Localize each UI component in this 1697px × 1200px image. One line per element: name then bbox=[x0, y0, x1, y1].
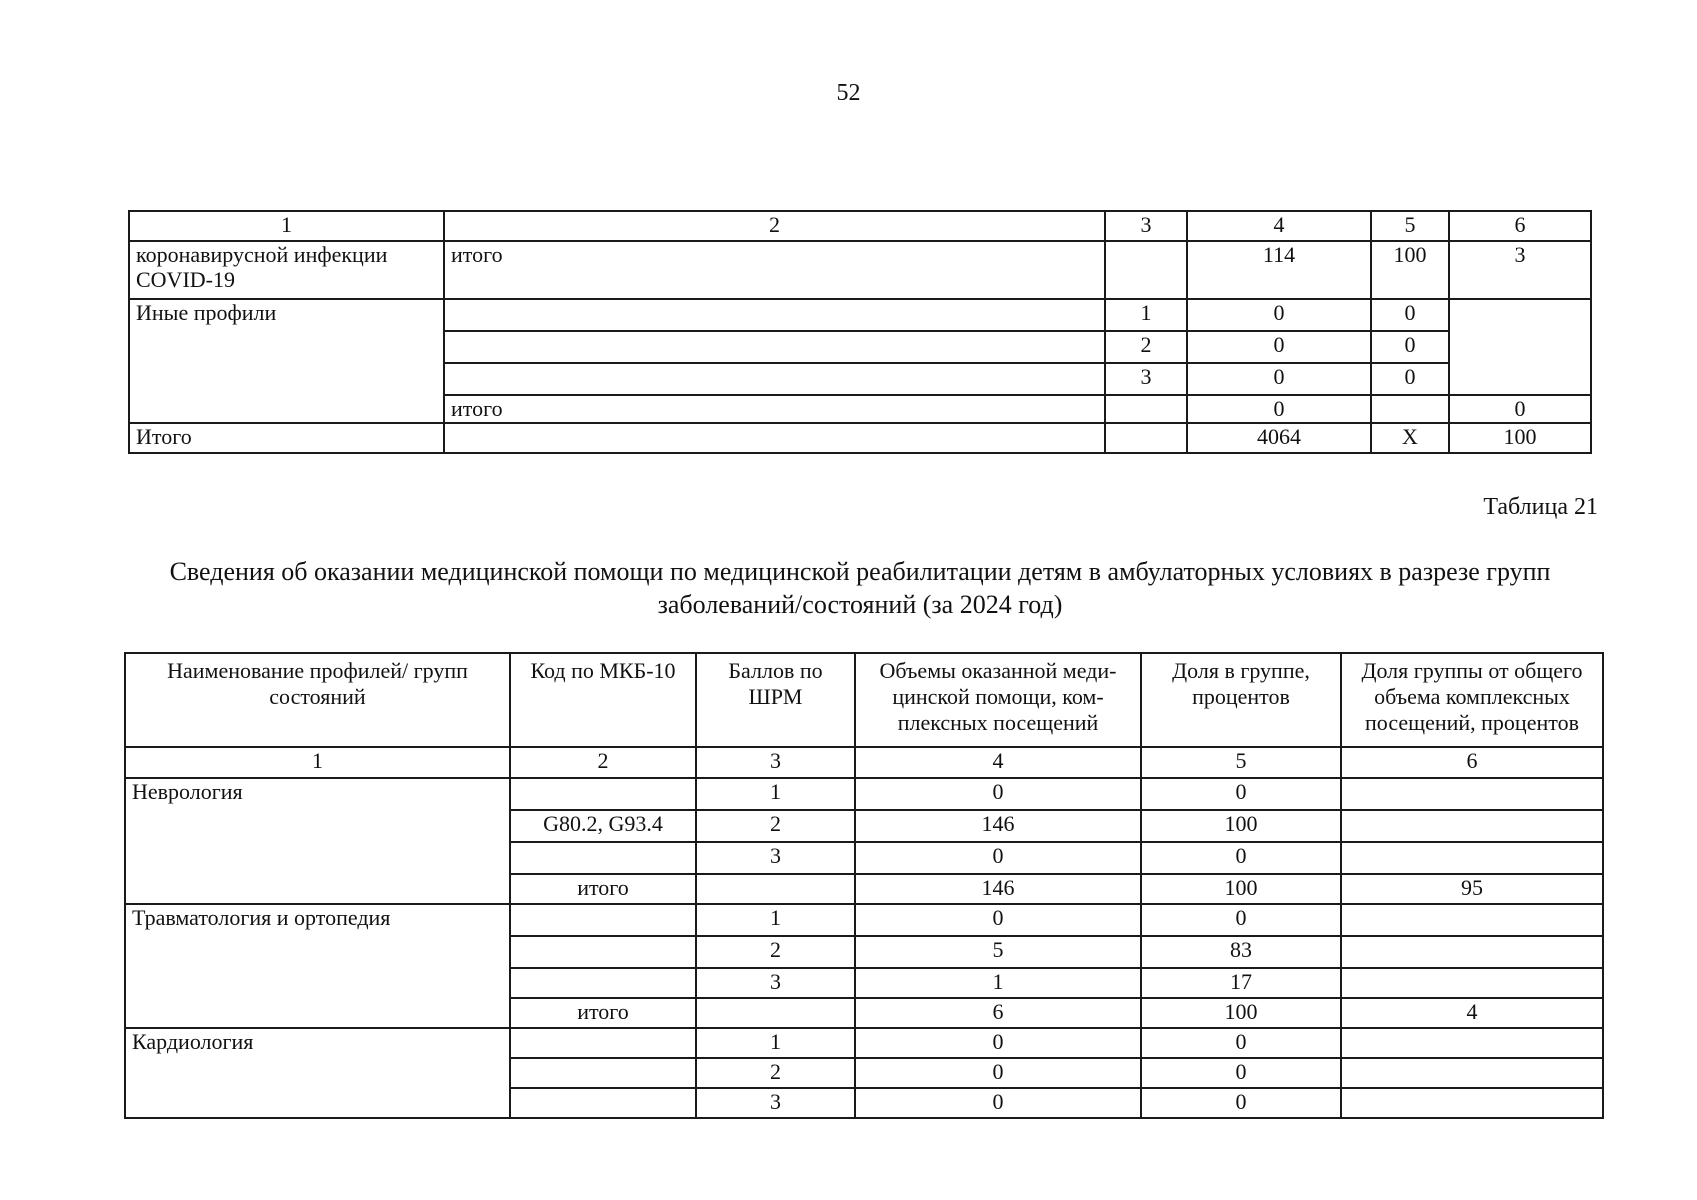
shrm-cell bbox=[1105, 241, 1187, 299]
column-number: 6 bbox=[1449, 211, 1591, 241]
table-row bbox=[125, 1028, 1603, 1058]
rehabilitation-table bbox=[124, 652, 1604, 1119]
group-share-cell: 3 bbox=[1449, 241, 1591, 299]
shrm-cell: 1 bbox=[1105, 299, 1187, 331]
volume-cell: 4064 bbox=[1187, 423, 1371, 453]
icd-code-cell bbox=[510, 1058, 696, 1088]
shrm-cell bbox=[1105, 423, 1187, 453]
shrm-cell: 3 bbox=[696, 842, 855, 874]
column-header: Доля в группе, процентов bbox=[1141, 653, 1341, 747]
group-share-cell bbox=[1341, 1088, 1603, 1118]
icd-code-cell bbox=[510, 1088, 696, 1118]
share-cell: 0 bbox=[1141, 1088, 1341, 1118]
table-row bbox=[129, 299, 1591, 331]
table-row bbox=[129, 423, 1591, 453]
column-number: 1 bbox=[129, 211, 444, 241]
share-cell: 0 bbox=[1371, 331, 1449, 363]
header-row bbox=[125, 653, 1603, 747]
share-cell: 0 bbox=[1141, 842, 1341, 874]
volume-cell: 146 bbox=[855, 810, 1141, 842]
volume-cell: 0 bbox=[855, 842, 1141, 874]
volume-cell: 146 bbox=[855, 874, 1141, 904]
share-cell: 100 bbox=[1141, 810, 1341, 842]
volume-cell: 0 bbox=[855, 1028, 1141, 1058]
column-number-row bbox=[129, 211, 1591, 241]
share-cell: 100 bbox=[1141, 874, 1341, 904]
group-name: Неврология bbox=[125, 778, 510, 904]
column-header: Объемы оказанной меди-цинской помощи, ком-плексных посещений bbox=[855, 653, 1141, 747]
icd-code-cell bbox=[510, 842, 696, 874]
shrm-cell bbox=[1105, 395, 1187, 423]
shrm-cell: 1 bbox=[696, 778, 855, 810]
group-share-cell bbox=[1341, 968, 1603, 998]
volume-cell: 114 bbox=[1187, 241, 1371, 299]
share-cell: X bbox=[1371, 423, 1449, 453]
group-share-cell bbox=[1449, 299, 1591, 395]
icd-code-cell bbox=[510, 904, 696, 936]
volume-cell: 0 bbox=[1187, 331, 1371, 363]
table-row bbox=[129, 241, 1591, 299]
profile-name: Иные профили bbox=[129, 299, 444, 423]
icd-code-cell: итого bbox=[510, 998, 696, 1028]
group-share-cell: 100 bbox=[1449, 423, 1591, 453]
share-cell: 0 bbox=[1141, 1058, 1341, 1088]
shrm-cell: 2 bbox=[696, 936, 855, 968]
code-cell bbox=[444, 363, 1105, 395]
group-share-cell bbox=[1341, 810, 1603, 842]
group-name: Травматология и ортопедия bbox=[125, 904, 510, 1028]
volume-cell: 6 bbox=[855, 998, 1141, 1028]
volume-cell: 0 bbox=[855, 1088, 1141, 1118]
group-share-cell bbox=[1341, 1058, 1603, 1088]
table-row bbox=[125, 904, 1603, 936]
column-number: 6 bbox=[1341, 747, 1603, 778]
column-number: 5 bbox=[1141, 747, 1341, 778]
column-number: 3 bbox=[696, 747, 855, 778]
column-number: 5 bbox=[1371, 211, 1449, 241]
group-share-cell: 0 bbox=[1449, 395, 1591, 423]
shrm-cell: 3 bbox=[696, 1088, 855, 1118]
column-header: Баллов по ШРМ bbox=[696, 653, 855, 747]
shrm-cell bbox=[696, 874, 855, 904]
profile-name: Итого bbox=[129, 423, 444, 453]
column-number: 2 bbox=[510, 747, 696, 778]
volume-cell: 0 bbox=[855, 1058, 1141, 1088]
shrm-cell: 1 bbox=[696, 1028, 855, 1058]
column-number: 4 bbox=[855, 747, 1141, 778]
icd-code-cell: G80.2, G93.4 bbox=[510, 810, 696, 842]
table-continued bbox=[128, 210, 1592, 454]
shrm-cell: 3 bbox=[696, 968, 855, 998]
volume-cell: 0 bbox=[855, 904, 1141, 936]
page-number: 52 bbox=[836, 80, 861, 106]
volume-cell: 0 bbox=[1187, 299, 1371, 331]
table-title: Сведения об оказании медицинской помощи по медицинской реабилитации детям в амбулаторных условиях в разрезе групп заболеваний/состояний (за 2024 год) bbox=[169, 557, 1551, 619]
share-cell: 0 bbox=[1141, 778, 1341, 810]
group-share-cell: 95 bbox=[1341, 874, 1603, 904]
share-cell: 100 bbox=[1371, 241, 1449, 299]
shrm-cell: 2 bbox=[696, 810, 855, 842]
icd-code-cell bbox=[510, 936, 696, 968]
share-cell: 0 bbox=[1141, 904, 1341, 936]
group-share-cell: 4 bbox=[1341, 998, 1603, 1028]
volume-cell: 0 bbox=[1187, 363, 1371, 395]
shrm-cell: 2 bbox=[696, 1058, 855, 1088]
share-cell: 17 bbox=[1141, 968, 1341, 998]
share-cell: 100 bbox=[1141, 998, 1341, 1028]
icd-code-cell bbox=[510, 778, 696, 810]
column-header: Доля группы от общего объема комплексных посещений, процентов bbox=[1341, 653, 1603, 747]
volume-cell: 1 bbox=[855, 968, 1141, 998]
shrm-cell: 2 bbox=[1105, 331, 1187, 363]
group-share-cell bbox=[1341, 1028, 1603, 1058]
profile-name: коронавирусной инфекции COVID-19 bbox=[129, 241, 444, 299]
code-cell: итого bbox=[444, 241, 1105, 299]
share-cell: 0 bbox=[1371, 363, 1449, 395]
share-cell bbox=[1371, 395, 1449, 423]
column-number: 1 bbox=[125, 747, 510, 778]
volume-cell: 5 bbox=[855, 936, 1141, 968]
group-share-cell bbox=[1341, 904, 1603, 936]
column-header: Код по МКБ-10 bbox=[510, 653, 696, 747]
volume-cell: 0 bbox=[855, 778, 1141, 810]
shrm-cell bbox=[696, 998, 855, 1028]
column-header: Наименование профилей/ групп состояний bbox=[125, 653, 510, 747]
group-share-cell bbox=[1341, 778, 1603, 810]
table-label: Таблица 21 bbox=[1483, 494, 1598, 520]
column-number-row bbox=[125, 747, 1603, 778]
volume-cell: 0 bbox=[1187, 395, 1371, 423]
share-cell: 0 bbox=[1141, 1028, 1341, 1058]
code-cell bbox=[444, 331, 1105, 363]
shrm-cell: 1 bbox=[696, 904, 855, 936]
code-cell: итого bbox=[444, 395, 1105, 423]
code-cell bbox=[444, 299, 1105, 331]
group-name: Кардиология bbox=[125, 1028, 510, 1118]
column-number: 2 bbox=[444, 211, 1105, 241]
group-share-cell bbox=[1341, 936, 1603, 968]
icd-code-cell bbox=[510, 968, 696, 998]
share-cell: 0 bbox=[1371, 299, 1449, 331]
icd-code-cell bbox=[510, 1028, 696, 1058]
share-cell: 83 bbox=[1141, 936, 1341, 968]
shrm-cell: 3 bbox=[1105, 363, 1187, 395]
column-number: 4 bbox=[1187, 211, 1371, 241]
group-share-cell bbox=[1341, 842, 1603, 874]
table-row bbox=[125, 778, 1603, 810]
column-number: 3 bbox=[1105, 211, 1187, 241]
icd-code-cell: итого bbox=[510, 874, 696, 904]
code-cell bbox=[444, 423, 1105, 453]
